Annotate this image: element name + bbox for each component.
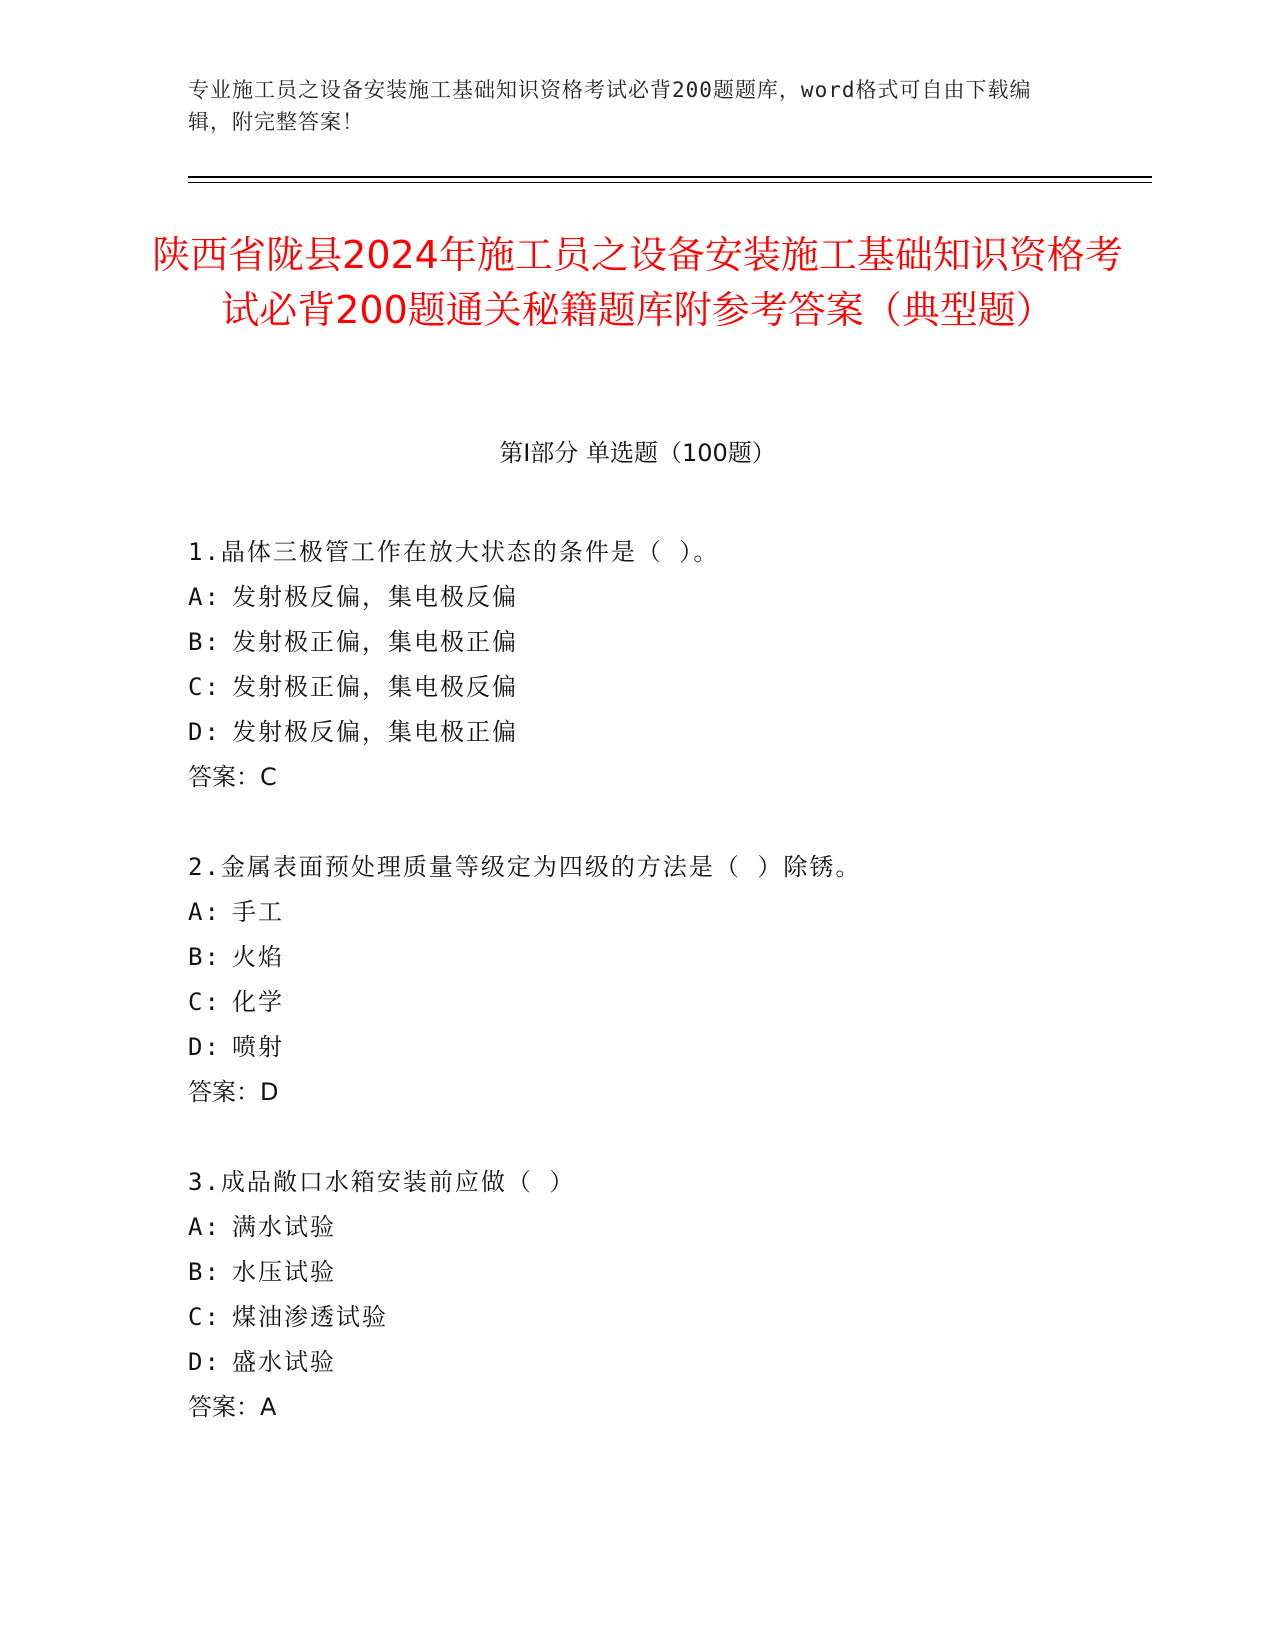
option-b	[188, 620, 1088, 665]
question-3	[188, 1160, 1088, 1430]
option-text: 化学	[232, 988, 284, 1016]
question-stem: 1.晶体三极管工作在放大状态的条件是（ ）。	[188, 538, 720, 566]
option-text: 发射极反偏，集电极正偏	[232, 718, 518, 746]
option-letter: C:	[188, 1303, 221, 1331]
option-d	[188, 710, 1088, 755]
option-text: 发射极正偏，集电极正偏	[232, 628, 518, 656]
option-a	[188, 890, 1088, 935]
option-letter: B:	[188, 628, 221, 656]
option-text: 发射极反偏，集电极反偏	[232, 583, 518, 611]
question-2	[188, 845, 1088, 1115]
option-text: 发射极正偏，集电极反偏	[232, 673, 518, 701]
header-rule-thin	[188, 182, 1152, 183]
option-b	[188, 935, 1088, 980]
section-heading: 第Ⅰ部分 单选题（100题）	[499, 439, 776, 467]
question-stem: 2.金属表面预处理质量等级定为四级的方法是（ ）除锈。	[188, 853, 862, 881]
option-letter: C:	[188, 988, 221, 1016]
option-a	[188, 1205, 1088, 1250]
document-title: 陕西省陇县2024年施工员之设备安装施工基础知识资格考试必背200题通关秘籍题库附参考答案（典型题）	[152, 233, 1123, 332]
option-text: 满水试验	[232, 1213, 336, 1241]
question-1	[188, 530, 1088, 800]
option-letter: D:	[188, 718, 221, 746]
option-text: 火焰	[232, 943, 284, 971]
answer-line: 答案：A	[188, 1393, 277, 1421]
option-letter: C:	[188, 673, 221, 701]
option-c	[188, 980, 1088, 1025]
option-d	[188, 1340, 1088, 1385]
question-stem: 3.成品敞口水箱安装前应做（ ）	[188, 1168, 576, 1196]
header-rule-thick	[188, 176, 1152, 178]
option-letter: A:	[188, 1213, 221, 1241]
option-b	[188, 1250, 1088, 1295]
option-text: 水压试验	[232, 1258, 336, 1286]
option-text: 手工	[232, 898, 284, 926]
option-text: 喷射	[232, 1033, 284, 1061]
option-text: 盛水试验	[232, 1348, 336, 1376]
option-d	[188, 1025, 1088, 1070]
option-letter: B:	[188, 1258, 221, 1286]
answer-line: 答案：C	[188, 763, 277, 791]
header-note: 专业施工员之设备安装施工基础知识资格考试必背200题题库，word格式可自由下载编辑，附完整答案！	[188, 78, 1032, 134]
option-letter: A:	[188, 583, 221, 611]
option-letter: B:	[188, 943, 221, 971]
option-c	[188, 665, 1088, 710]
option-a	[188, 575, 1088, 620]
answer-line: 答案：D	[188, 1078, 279, 1106]
option-text: 煤油渗透试验	[232, 1303, 388, 1331]
option-letter: D:	[188, 1348, 221, 1376]
option-letter: A:	[188, 898, 221, 926]
option-c	[188, 1295, 1088, 1340]
question-list	[188, 530, 1088, 1475]
option-letter: D:	[188, 1033, 221, 1061]
